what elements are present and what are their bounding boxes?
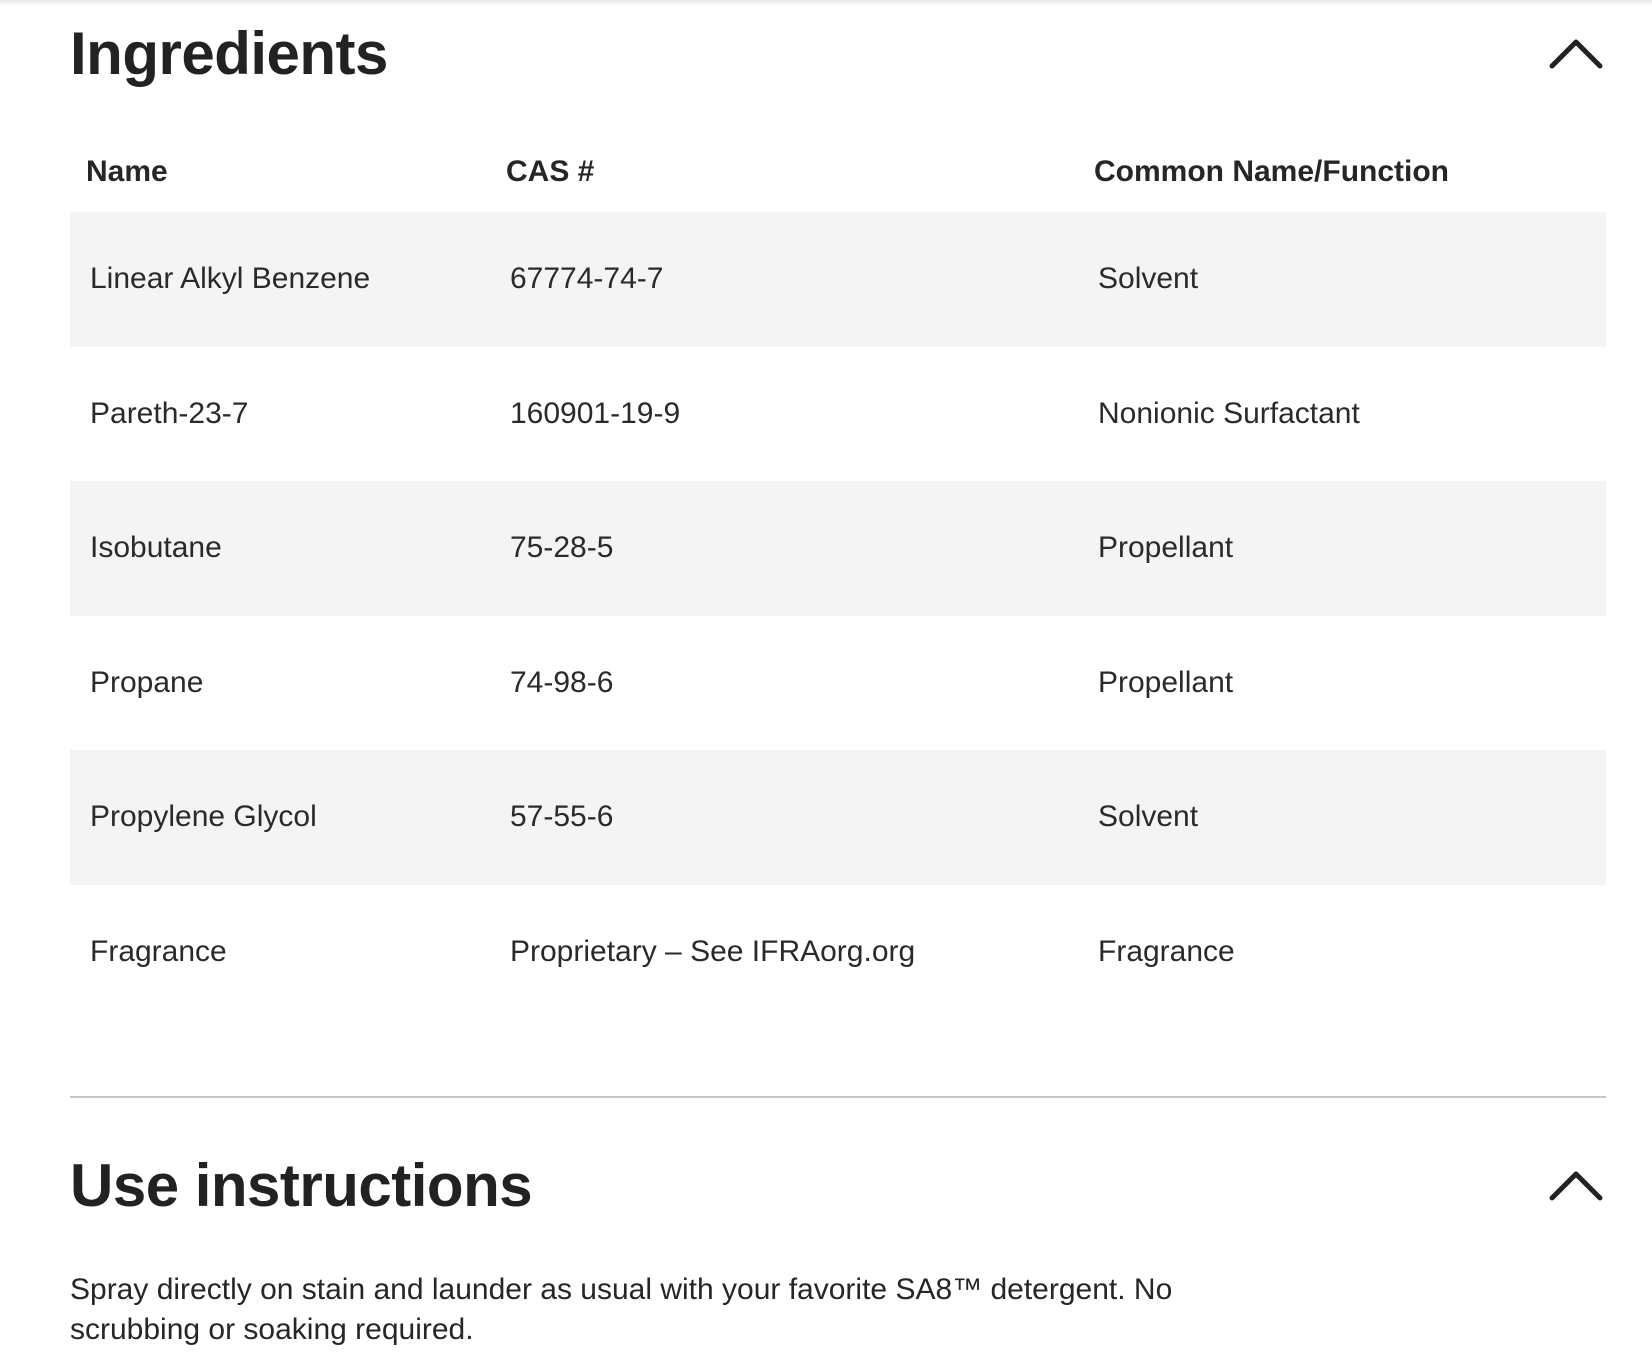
- ingredients-table: [70, 135, 1606, 1019]
- chevron-up-icon[interactable]: [1546, 24, 1606, 84]
- ingredient-function: Nonionic Surfactant: [1098, 396, 1360, 430]
- column-header-cas: CAS #: [506, 155, 595, 188]
- ingredient-cas: 160901-19-9: [510, 396, 681, 430]
- ingredients-accordion-header[interactable]: [70, 14, 1606, 94]
- use-instructions-text: Spray directly on stain and launder as usual with your favorite SA8™ detergent. No scrubbing or soaking required.: [70, 1273, 1173, 1346]
- table-row: [70, 481, 1606, 616]
- table-row: [70, 885, 1606, 1020]
- column-header-function: Common Name/Function: [1094, 155, 1450, 188]
- use-instructions-title: Use instructions: [70, 1152, 533, 1219]
- ingredient-name: Pareth-23-7: [90, 396, 249, 430]
- ingredient-function: Solvent: [1098, 800, 1199, 833]
- table-row: [70, 347, 1606, 482]
- ingredient-cas: 57-55-6: [510, 800, 614, 833]
- ingredient-cas: 74-98-6: [510, 665, 614, 699]
- ingredient-function: Solvent: [1098, 262, 1199, 295]
- table-header-row: [70, 135, 1606, 212]
- ingredient-name: Propylene Glycol: [90, 800, 317, 833]
- ingredient-name: Linear Alkyl Benzene: [90, 262, 371, 295]
- ingredient-function: Propellant: [1098, 531, 1234, 564]
- ingredient-function: Fragrance: [1098, 934, 1235, 968]
- ingredient-cas: 75-28-5: [510, 531, 614, 564]
- ingredient-cas: 67774-74-7: [510, 262, 664, 295]
- ingredient-function: Propellant: [1098, 665, 1234, 699]
- ingredient-name: Isobutane: [90, 531, 222, 564]
- table-row: [70, 750, 1606, 885]
- ingredient-name: Fragrance: [90, 934, 227, 968]
- use-instructions-accordion-header[interactable]: [70, 1146, 1606, 1226]
- chevron-up-icon[interactable]: [1546, 1156, 1606, 1216]
- table-row: [70, 212, 1606, 347]
- ingredients-title: Ingredients: [70, 20, 388, 87]
- section-divider: [70, 1096, 1606, 1098]
- ingredient-name: Propane: [90, 665, 204, 699]
- table-row: [70, 616, 1606, 751]
- ingredient-cas: Proprietary – See IFRAorg.org: [510, 934, 916, 968]
- column-header-name: Name: [86, 155, 168, 188]
- top-edge-shadow: [0, 0, 1652, 6]
